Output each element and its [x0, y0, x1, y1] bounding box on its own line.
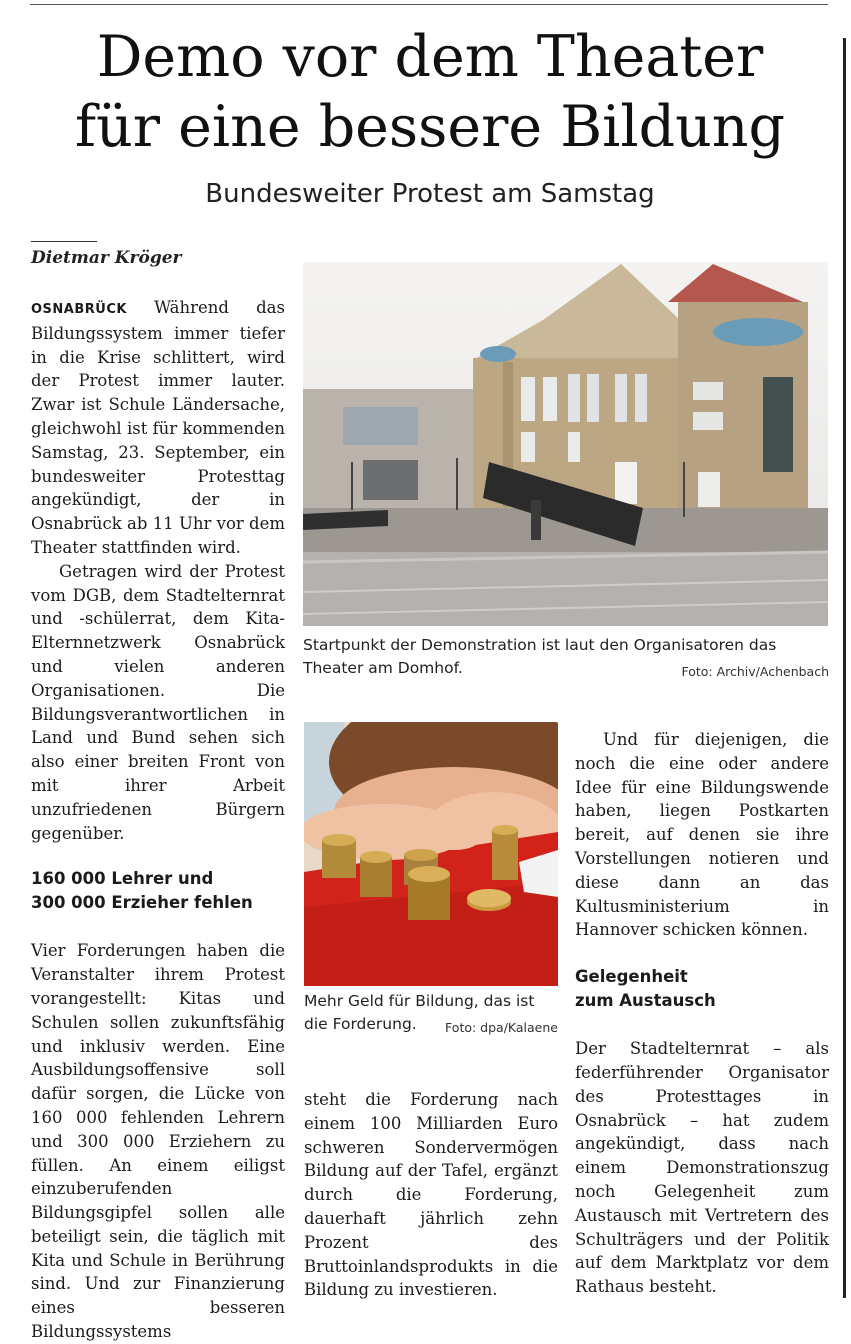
paragraph-intro: [31, 296, 285, 560]
intro-text: Während das Bildungssystem immer tiefer in die Krise schlittert, wird der Protest immer lauter. Zwar ist Schule Ländersache, gleichwohl ist für kommenden Samstag, 23. September, ein bundesweiter Protesttag angekündigt, der in Osnabrück ab 11 Uhr vor dem Theater stattfinden wird.: [31, 298, 286, 557]
subtitle-1-line-2: 300 000 Erzieher fehlen: [31, 893, 253, 913]
caption-2-text: Mehr Geld für Bildung, das ist die Forderung.: [304, 992, 535, 1033]
theater-photo: [303, 262, 828, 626]
photo-credit-2: Foto: dpa/Kalaene: [445, 1020, 558, 1035]
caption-1-text: Startpunkt der Demonstration ist laut den Organisatoren das Theater am Domhof.: [303, 636, 777, 677]
column-1: [31, 296, 285, 1344]
column-2: [304, 1088, 558, 1302]
top-rule: [30, 4, 828, 5]
theater-illustration: [303, 262, 828, 626]
paragraph-5: Und für diejenigen, die noch die eine oder andere Idee für eine Bildungswende haben, liegen Postkarten bereit, auf denen sie ihre Vorstellungen notieren und diese dann an das Kultusministerium in Hannover schicken können.: [575, 730, 829, 940]
subtitle-2-line-2: zum Austausch: [575, 991, 716, 1011]
paragraph-3: Vier Forderungen haben die Veranstalter ihrem Protest vorangestellt: Kitas und Schulen sollen zukunftsfähig und inklusiv werden. Eine Ausbildungsoffensive soll dafür sorgen, die Lücke von 160 000 fehlenden Lehrern und 300 000 Erziehern zu füllen. An einem eiligst einzuberufenden Bildungsgipfel sollen alle beteiligt sein, die täglich mit Kita und Schule in Berührung sind. Und zur Finanzierung eines besseren Bildungssystems: [31, 941, 285, 1342]
subtitle-teachers-missing: [31, 867, 285, 915]
byline-rule: [31, 241, 97, 242]
paragraph-4: steht die Forderung nach einem 100 Milliarden Euro schweren Sondervermögen Bildung auf der Tafel, ergänzt durch die Forderung, dauerhaft jährlich zehn Prozent des Bruttoinlandsprodukts in die Bildung zu investieren.: [304, 1090, 558, 1300]
headline: [30, 22, 830, 162]
paragraph-6: Der Stadtelternrat – als federführender Organisator des Protesttages in Osnabrück – hat zudem angekündigt, dass nach einem Demonstrationszug noch Gelegenheit zum Austausch mit Vertretern des Schulträgers und der Politik auf dem Marktplatz vor dem Rathaus besteht.: [575, 1039, 829, 1297]
subheadline: Bundesweiter Protest am Samstag: [205, 179, 655, 209]
paragraph-2: Getragen wird der Protest vom DGB, dem Stadtelternrat und -schülerrat, dem Kita-Elternnetzwerk Osnabrück und vielen anderen Organisationen. Die Bildungsverantwortlichen in Land und Bund sehen sich also einer breiten Front von mit ihrer Arbeit unzufriedenen Bürgern gegenüber.: [31, 561, 285, 843]
coins-illustration: [304, 722, 558, 986]
coins-photo-caption: [304, 990, 558, 1039]
subtitle-exchange: [575, 965, 829, 1013]
theater-photo-caption: [303, 634, 829, 683]
photo-credit-1: Foto: Archiv/Achenbach: [681, 664, 829, 679]
subtitle-1-line-1: 160 000 Lehrer und: [31, 869, 214, 889]
column-3: [575, 728, 829, 1299]
subtitle-2-line-1: Gelegenheit: [575, 967, 688, 987]
headline-line-1: Demo vor dem Theater: [96, 24, 764, 90]
headline-line-2: für eine bessere Bildung: [75, 94, 785, 160]
author-byline: Dietmar Kröger: [31, 248, 182, 268]
coins-photo: [304, 722, 558, 986]
page-edge-bar: [843, 38, 846, 1298]
dateline: OSNABRÜCK: [31, 302, 127, 317]
